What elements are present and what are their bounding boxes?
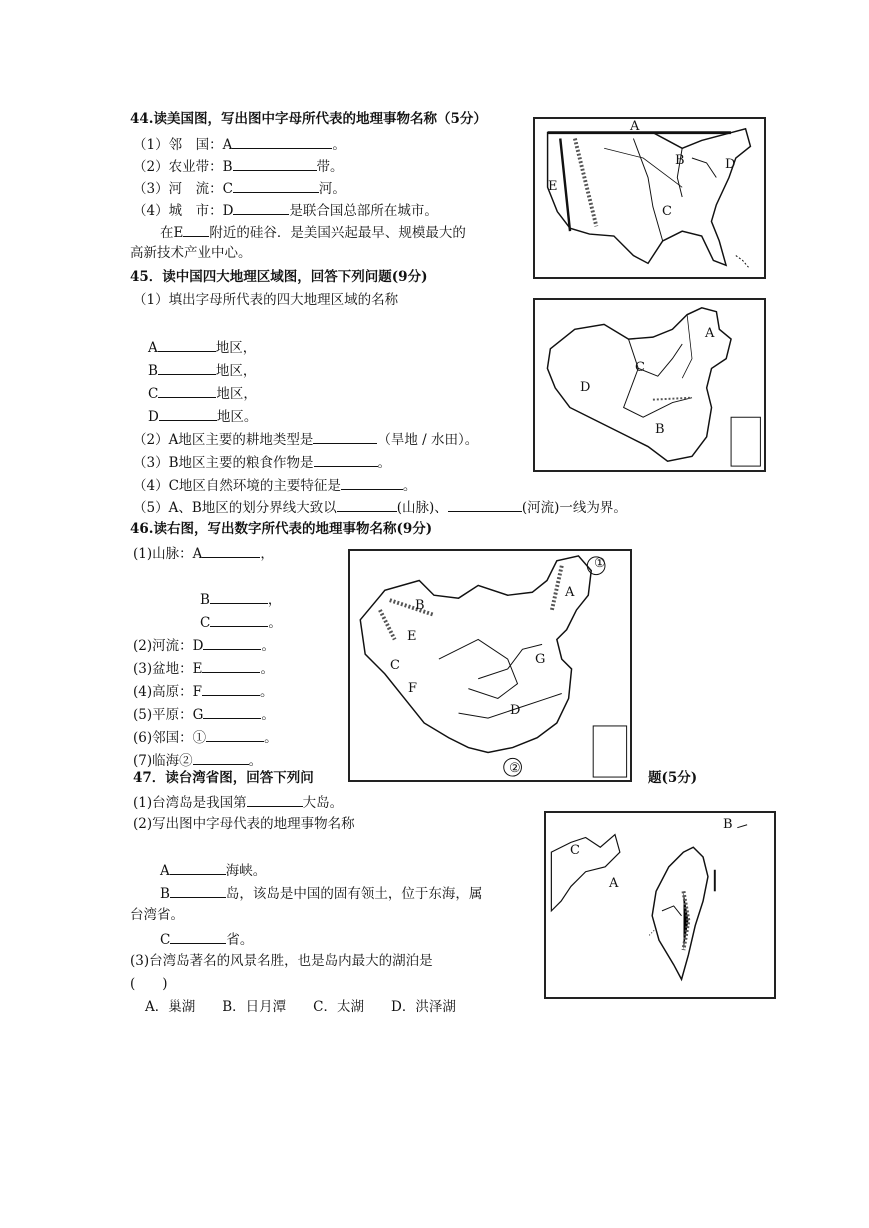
q45-blank-p3[interactable] xyxy=(314,452,378,467)
q46-title: 46.读右图，写出数字所代表的地理事物名称(9分) xyxy=(130,521,433,537)
q46-r9-end: 。 xyxy=(248,753,263,769)
q45-b-end: 地区， xyxy=(215,363,257,379)
usa-label-b: B xyxy=(675,153,685,168)
q45-p2 xyxy=(133,429,478,449)
q46-r2-end: ， xyxy=(267,592,282,608)
q46-r2 xyxy=(200,589,281,609)
q45-blank-d[interactable] xyxy=(159,406,217,421)
q44-l3-end: 河。 xyxy=(318,181,346,197)
physical-label-g: G xyxy=(535,652,546,667)
q46-r9-label: (7)临海② xyxy=(133,753,193,769)
q45-d xyxy=(148,406,257,426)
q44-l5-label: 在E xyxy=(160,225,184,241)
q45-blank-p5a[interactable] xyxy=(337,497,397,512)
q47-a xyxy=(160,860,266,880)
usa-map-drawing xyxy=(535,119,764,277)
q45-blank-a[interactable] xyxy=(158,337,216,352)
q45-p3-end: 。 xyxy=(377,455,392,471)
q45-title: 45．读中国四大地理区域图，回答下列问题(9分) xyxy=(130,269,428,285)
q47-p3-paren: ( ) xyxy=(130,976,168,992)
q46-r4 xyxy=(133,635,275,655)
q47-title-b: 题(5分) xyxy=(648,770,698,786)
q46-r6-label: (4)高原：F xyxy=(133,684,202,700)
q47-a-end: 海峡。 xyxy=(225,863,267,879)
q46-r4-label: (2)河流：D xyxy=(133,638,204,654)
q45-p5 xyxy=(133,497,627,517)
q45-p2-end: （旱地 / 水田）。 xyxy=(377,432,479,448)
q47-p1 xyxy=(133,792,343,812)
q45-c xyxy=(148,383,257,403)
q44-blank-e[interactable] xyxy=(183,222,209,237)
q46-r3-end: 。 xyxy=(268,615,282,631)
q47-a-label: A xyxy=(160,863,170,879)
q47-options[interactable]: A．巢湖 B．日月潭 C．太湖 D．洪泽湖 xyxy=(145,999,456,1015)
usa-label-e: E xyxy=(548,179,558,194)
q45-p2-label: （2）A地区主要的耕地类型是 xyxy=(133,432,314,448)
q46-r8-label: (6)邻国：① xyxy=(133,730,207,746)
q46-r8-end: 。 xyxy=(264,730,278,746)
q44-l2-end: 带。 xyxy=(316,159,344,175)
q46-blank-g[interactable] xyxy=(203,704,261,719)
q46-blank-a[interactable] xyxy=(202,543,260,558)
q45-d-end: 地区。 xyxy=(216,409,258,425)
q46-r5 xyxy=(133,658,274,678)
q45-blank-c[interactable] xyxy=(158,383,216,398)
q45-a xyxy=(148,337,256,357)
q47-b-label: B xyxy=(160,886,170,902)
q45-c-label: C xyxy=(148,386,159,402)
physical-label-e: E xyxy=(407,629,417,644)
q45-blank-b[interactable] xyxy=(158,360,216,375)
physical-label-b: B xyxy=(415,598,425,613)
q46-blank-f[interactable] xyxy=(202,681,260,696)
q45-p5-end: (河流)一线为界。 xyxy=(521,500,627,516)
q46-r3 xyxy=(200,612,282,632)
china-physical-map xyxy=(348,549,632,782)
usa-label-c: C xyxy=(662,204,672,219)
q46-r1 xyxy=(133,543,274,563)
q44-l4-label: （4）城 市：D xyxy=(133,203,234,219)
q45-b-label: B xyxy=(148,363,158,379)
q45-blank-p5b[interactable] xyxy=(448,497,522,512)
q44-blank-b[interactable] xyxy=(233,156,317,171)
q45-b xyxy=(148,360,256,380)
china-regions-map xyxy=(533,298,766,472)
q44-l2-label: （2）农业带：B xyxy=(133,159,233,175)
q47-p1-label: (1)台湾岛是我国第 xyxy=(133,795,247,811)
q44-l5-end: 附近的硅谷．是美国兴起最早、规模最大的 xyxy=(209,225,466,241)
q47-p3: (3)台湾岛著名的风景名胜，也是岛内最大的湖泊是 xyxy=(130,953,433,969)
q45-p5-mid: (山脉)、 xyxy=(396,500,448,516)
q45-p1: （1）填出字母所代表的四大地理区域的名称 xyxy=(133,292,399,308)
q44-blank-a[interactable] xyxy=(232,134,332,149)
q47-blank-b[interactable] xyxy=(170,883,226,898)
taiwan-map-drawing xyxy=(546,813,774,997)
q47-blank-rank[interactable] xyxy=(247,792,303,807)
q44-line2 xyxy=(133,156,344,176)
q47-b xyxy=(160,883,482,903)
q44-line6: 高新技术产业中心。 xyxy=(130,245,252,261)
usa-map xyxy=(533,117,766,279)
q45-p5-label: （5）A、B地区的划分界线大致以 xyxy=(133,500,337,516)
regions-label-c: C xyxy=(635,360,645,375)
q47-blank-c[interactable] xyxy=(170,929,226,944)
q44-line1 xyxy=(133,134,346,154)
q47-c-label: C xyxy=(160,932,171,948)
q45-p3-label: （3）B地区主要的粮食作物是 xyxy=(133,455,314,471)
q46-r2-label: B xyxy=(200,592,210,608)
q45-p4-end: 。 xyxy=(402,478,417,494)
q46-r8 xyxy=(133,727,278,747)
regions-label-b: B xyxy=(655,422,665,437)
q46-r5-end: 。 xyxy=(260,661,274,677)
q47-blank-a[interactable] xyxy=(170,860,226,875)
q47-p2: (2)写出图中字母代表的地理事物名称 xyxy=(133,816,355,832)
q45-d-label: D xyxy=(148,409,159,425)
q46-blank-2[interactable] xyxy=(193,750,249,765)
q45-blank-p4[interactable] xyxy=(341,475,403,490)
q45-a-label: A xyxy=(148,340,158,356)
physical-label-2: ② xyxy=(509,761,521,776)
q46-blank-d[interactable] xyxy=(203,635,261,650)
q46-r1-end: ， xyxy=(260,546,274,562)
q44-line3 xyxy=(133,178,346,198)
q44-l4-end: 是联合国总部所在城市。 xyxy=(289,203,438,219)
q46-r6 xyxy=(133,681,274,701)
q45-p4 xyxy=(133,475,416,495)
q46-r9 xyxy=(133,750,262,770)
q45-c-end: 地区， xyxy=(216,386,257,402)
q46-r6-end: 。 xyxy=(260,684,274,700)
taiwan-label-c: C xyxy=(570,843,580,858)
usa-label-d: D xyxy=(725,157,736,172)
q44-l1-label: （1）邻 国：A xyxy=(133,137,233,153)
taiwan-label-a: A xyxy=(609,876,619,891)
q46-r7-label: (5)平原：G xyxy=(133,707,204,723)
china-regions-drawing xyxy=(535,300,764,470)
physical-label-d: D xyxy=(510,703,521,718)
q46-r5-label: (3)盆地：E xyxy=(133,661,203,677)
physical-label-a: A xyxy=(565,585,575,600)
usa-label-a: A xyxy=(630,119,640,134)
q44-blank-c[interactable] xyxy=(233,178,319,193)
q47-c-end: 省。 xyxy=(226,932,254,948)
q44-line5 xyxy=(160,222,466,242)
q45-blank-p2[interactable] xyxy=(313,429,377,444)
q44-blank-d[interactable] xyxy=(233,200,289,215)
q46-r7-end: 。 xyxy=(261,707,275,723)
taiwan-map xyxy=(544,811,776,999)
q46-r7 xyxy=(133,704,275,724)
q47-c xyxy=(160,929,253,949)
taiwan-label-b: B xyxy=(723,817,733,832)
q44-l3-label: （3）河 流：C xyxy=(133,181,233,197)
q46-r4-end: 。 xyxy=(261,638,275,654)
q46-r3-label: C xyxy=(200,615,211,631)
q47-p1-end: 大岛。 xyxy=(302,795,344,811)
q46-blank-1[interactable] xyxy=(206,727,264,742)
q47-b-end: 岛，该岛是中国的固有领土，位于东海，属 xyxy=(225,886,483,902)
q46-r1-label: (1)山脉：A xyxy=(133,546,203,562)
q44-l1-end: 。 xyxy=(332,137,346,153)
regions-label-d: D xyxy=(580,380,591,395)
q47-title-a: 47．读台湾省图，回答下列问 xyxy=(133,770,314,786)
physical-label-1: ① xyxy=(594,556,606,571)
q45-p4-label: （4）C地区自然环境的主要特征是 xyxy=(133,478,341,494)
physical-label-f: F xyxy=(408,681,418,696)
physical-label-c: C xyxy=(390,658,400,673)
q45-a-end: 地区， xyxy=(215,340,257,356)
q45-p3 xyxy=(133,452,391,472)
regions-label-a: A xyxy=(705,326,715,341)
q47-b3: 台湾省。 xyxy=(130,907,184,923)
q44-title: 44.读美国图，写出图中字母所代表的地理事物名称（5分） xyxy=(130,111,487,127)
q44-line4 xyxy=(133,200,438,220)
q46-blank-b[interactable] xyxy=(210,589,268,604)
q46-blank-c[interactable] xyxy=(210,612,268,627)
q46-blank-e[interactable] xyxy=(202,658,260,673)
